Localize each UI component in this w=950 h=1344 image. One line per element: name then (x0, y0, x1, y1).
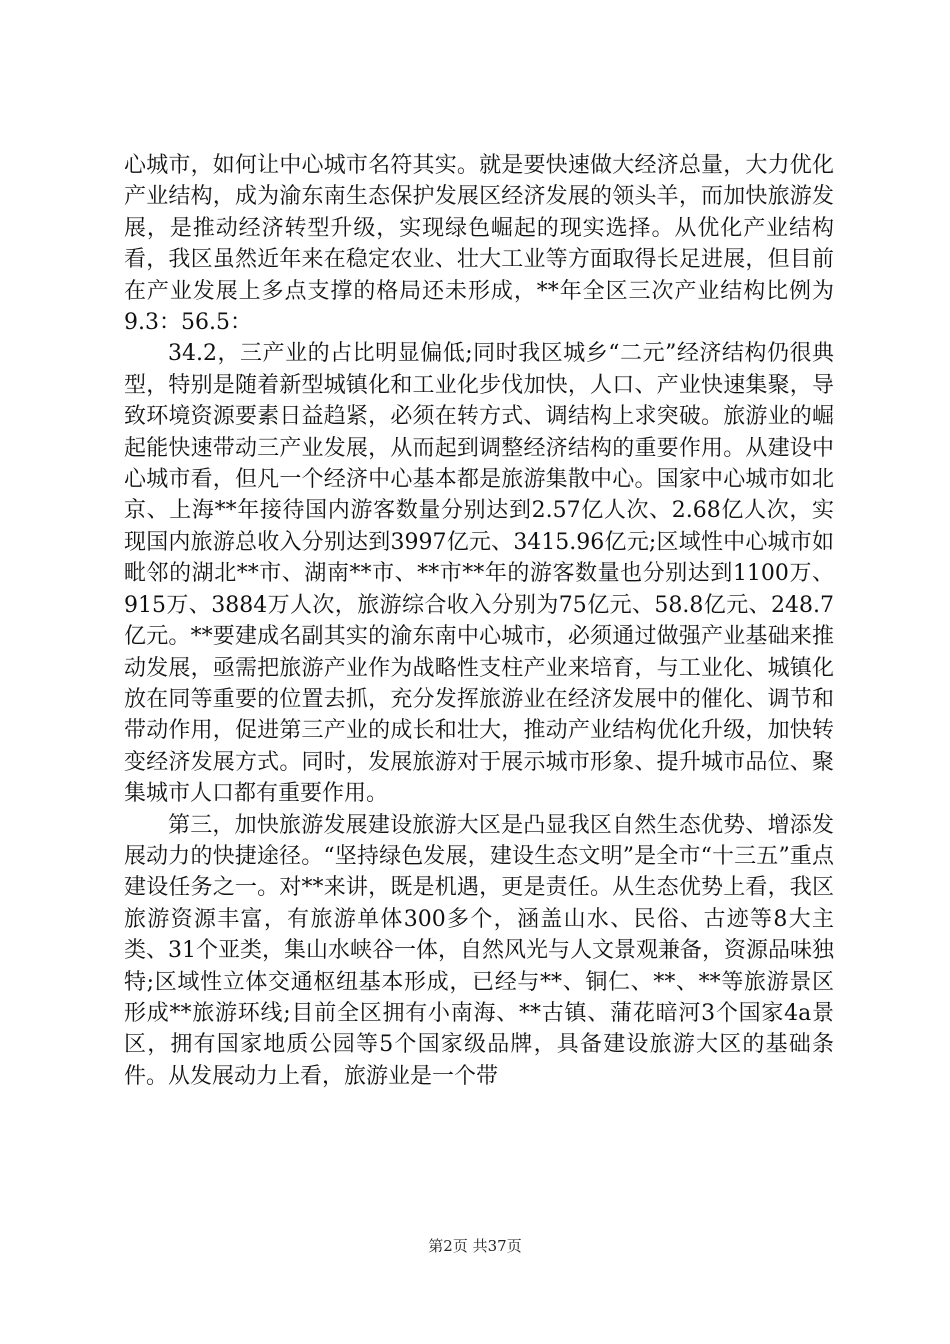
paragraph-1: 心城市，如何让中心城市名符其实。就是要快速做大经济总量，大力优化产业结构，成为渝东南生态保护发展区经济发展的领头羊，而加快旅游发展，是推动经济转型升级，实现绿色崛起的现实选择。从优化产业结构看，我区虽然近年来在稳定农业、壮大工业等方面取得长足进展，但目前在产业发展上多点支撑的格局还未形成，**年全区三次产业结构比例为9.3：56.5： (124, 153, 834, 336)
page-footer: 第2页 共37页 (428, 1237, 522, 1255)
body-text (124, 150, 834, 1092)
paragraph-3: 第三，加快旅游发展建设旅游大区是凸显我区自然生态优势、增添发展动力的快捷途径。“坚持绿色发展，建设生态文明”是全市“十三五”重点建设任务之一。对**来讲，既是机遇，更是责任。从生态优势上看，我区旅游资源丰富，有旅游单体300多个，涵盖山水、民俗、古迹等8大主类、31个亚类，集山水峡谷一体，自然风光与人文景观兼备，资源品味独特;区域性立体交通枢纽基本形成，已经与**、铜仁、**、**等旅游景区形成**旅游环线;目前全区拥有小南海、**古镇、蒲花暗河3个国家4a景区，拥有国家地质公园等5个国家级品牌，具备建设旅游大区的基础条件。从发展动力上看，旅游业是一个带 (124, 812, 834, 1089)
paragraph-2: 34.2，三产业的占比明显偏低;同时我区城乡“二元”经济结构仍很典型，特别是随着新型城镇化和工业化步伐加快，人口、产业快速集聚，导致环境资源要素日益趋紧，必须在转方式、调结构上求突破。旅游业的崛起能快速带动三产业发展，从而起到调整经济结构的重要作用。从建设中心城市看，但凡一个经济中心基本都是旅游集散中心。国家中心城市如北京、上海**年接待国内游客数量分别达到2.57亿人次、2.68亿人次，实现国内旅游总收入分别达到3997亿元、3415.96亿元;区域性中心城市如毗邻的湖北**市、湖南**市、**市**年的游客数量也分别达到1100万、915万、3884万人次，旅游综合收入分别为75亿元、58.8亿元、248.7亿元。**要建成名副其实的渝东南中心城市，必须通过做强产业基础来推动发展，亟需把旅游产业作为战略性支柱产业来培育，与工业化、城镇化放在同等重要的位置去抓，充分发挥旅游业在经济发展中的催化、调节和带动作用，促进第三产业的成长和壮大，推动产业结构优化升级，加快转变经济发展方式。同时，发展旅游对于展示城市形象、提升城市品位、聚集城市人口都有重要作用。 (124, 341, 834, 807)
